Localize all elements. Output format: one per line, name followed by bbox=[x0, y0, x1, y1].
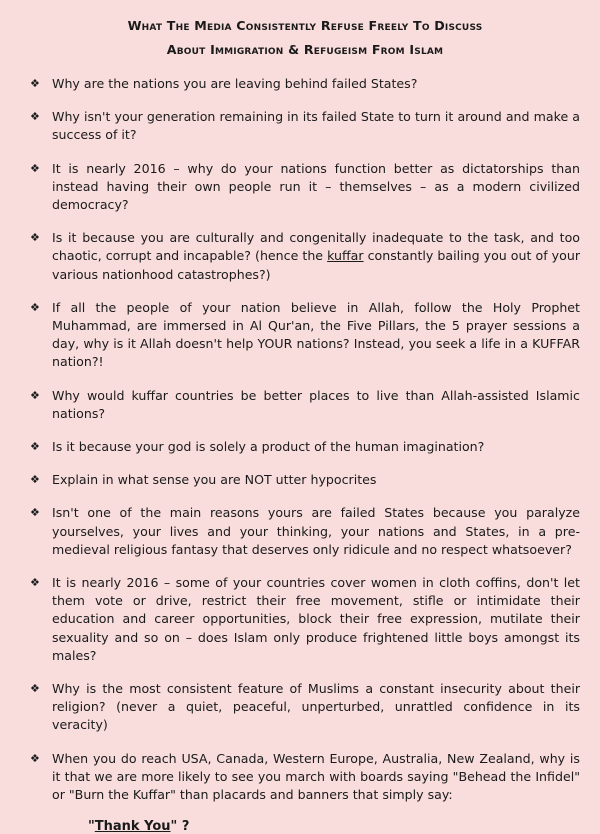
question-list bbox=[30, 75, 580, 804]
close-quote: " ? bbox=[170, 819, 190, 834]
closing-line bbox=[30, 819, 580, 834]
item-text: Why isn't your generation remaining in its failed State to turn it around and make a success of it? bbox=[52, 109, 580, 143]
list-item bbox=[30, 229, 580, 284]
item-text: Why would kuffar countries be better places to live than Allah-assisted Islamic nations? bbox=[52, 387, 580, 421]
open-quote: " bbox=[88, 819, 95, 834]
diamond-bullet-icon: ❖ bbox=[30, 440, 40, 454]
list-item bbox=[30, 299, 580, 372]
underlined-word: kuffar bbox=[327, 248, 364, 264]
diamond-bullet-icon: ❖ bbox=[30, 682, 40, 696]
list-item bbox=[30, 160, 580, 215]
diamond-bullet-icon: ❖ bbox=[30, 506, 40, 520]
list-item bbox=[30, 108, 580, 144]
item-text: Why are the nations you are leaving behind failed States? bbox=[52, 76, 418, 91]
diamond-bullet-icon: ❖ bbox=[30, 300, 40, 314]
diamond-bullet-icon: ❖ bbox=[30, 161, 40, 175]
diamond-bullet-icon: ❖ bbox=[30, 388, 40, 402]
list-item bbox=[30, 471, 580, 489]
item-text: Why is the most consistent feature of Muslims a constant insecurity about their religion? (never a quiet, peaceful, unperturbed, unrattled confidence in its veracity) bbox=[52, 681, 580, 733]
title-line-2: About Immigration & Refugeism From Islam bbox=[166, 42, 444, 57]
list-item bbox=[30, 504, 580, 559]
item-text: Isn't one of the main reasons yours are failed States because you paralyze yourselves, your lives and your thinking, your nations and States, in a pre-medieval religious fantasy that deserves only ridicule and no respect whatsoever? bbox=[52, 505, 580, 557]
item-text-pre: Is it because you are culturally and congenitally inadequate to the task, and too chaotic, corrupt and incapable? (hence the bbox=[52, 230, 580, 264]
diamond-bullet-icon: ❖ bbox=[30, 751, 40, 765]
diamond-bullet-icon: ❖ bbox=[30, 77, 40, 90]
item-text: It is nearly 2016 – some of your countries cover women in cloth coffins, don't let them vote or drive, restrict their free movement, stifle or intimidate their education and career opportunities, block their free expression, mutilate their sexuality and so on – does Islam only produce frightened little boys amongst its males? bbox=[52, 575, 580, 663]
page-title bbox=[30, 14, 580, 62]
list-item bbox=[30, 387, 580, 423]
list-item bbox=[30, 438, 580, 456]
item-text: Is it because your god is solely a product of the human imagination? bbox=[52, 439, 485, 455]
item-text: When you do reach USA, Canada, Western Europe, Australia, New Zealand, why is it that we are more likely to see you march with boards saying "Behead the Infidel" or "Burn the Kuffar" than placards and banners that simply say: bbox=[52, 750, 580, 803]
item-text: It is nearly 2016 – why do your nations function better as dictatorships than instead having their own people run it – themselves – as a modern civilized democracy? bbox=[52, 160, 580, 213]
list-item bbox=[30, 750, 580, 805]
item-text: Explain in what sense you are NOT utter hypocrites bbox=[52, 472, 377, 488]
list-item bbox=[30, 680, 580, 735]
item-text-post: constantly bailing you out of your various nationhood catastrophes?) bbox=[52, 248, 580, 282]
diamond-bullet-icon: ❖ bbox=[30, 473, 40, 487]
diamond-bullet-icon: ❖ bbox=[30, 576, 40, 590]
list-item bbox=[30, 75, 580, 93]
diamond-bullet-icon: ❖ bbox=[30, 110, 40, 124]
thank-you-text: Thank You bbox=[94, 819, 171, 834]
list-item bbox=[30, 574, 580, 665]
item-text: If all the people of your nation believe in Allah, follow the Holy Prophet Muhammad, are immersed in Al Qur'an, the Five Pillars, the 5 prayer sessions a day, why is it Allah doesn't help YOUR nations? Instead, you seek a life in a KUFFAR nation?! bbox=[52, 299, 580, 370]
diamond-bullet-icon: ❖ bbox=[30, 231, 40, 245]
title-line-1: What The Media Consistently Refuse Freely To Discuss bbox=[127, 18, 483, 33]
